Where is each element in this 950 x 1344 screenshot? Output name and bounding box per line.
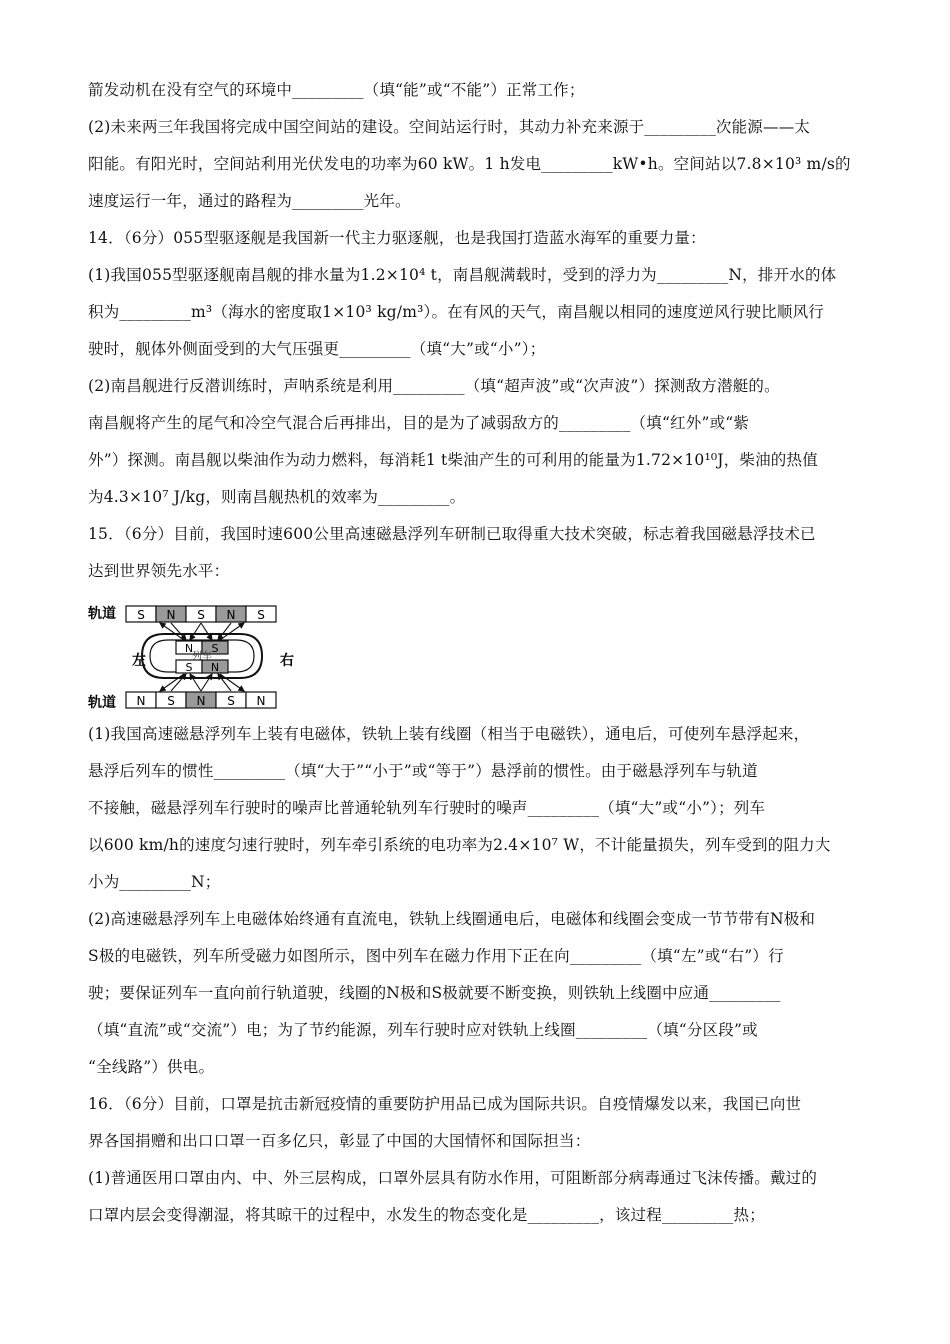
- pole-label: N: [256, 694, 266, 708]
- bottom-track: [126, 692, 276, 708]
- pole-label: S: [211, 642, 219, 655]
- maglev-diagram: [88, 596, 308, 712]
- train: [142, 634, 262, 678]
- text-line: 界各国捐赠和出口口罩一百多亿只，彰显了中国的大国情怀和国际担当：: [88, 1132, 591, 1150]
- text-line: 口罩内层会变得潮湿，将其晾干的过程中，水发生的物态变化是_________，该过程_________热；: [88, 1206, 765, 1224]
- text-line: 积为_________m³（海水的密度取1×10³ kg/m³）。在有风的天气，南昌舰以相同的速度逆风行驶比顺风行: [88, 303, 824, 321]
- text-line: (1)我国高速磁悬浮列车上装有电磁体，铁轨上装有线圈（相当于电磁铁），通电后，可使列车悬浮起来，: [88, 725, 810, 743]
- text-line: 不接触，磁悬浮列车行驶时的噪声比普通轮轨列车行驶时的噪声_________（填“大”或“小”）；列车: [88, 799, 766, 817]
- maglev-diagram-svg: [88, 596, 308, 712]
- top-track: [126, 606, 276, 622]
- pole-label: S: [185, 661, 193, 674]
- text-line: (2)未来两三年我国将完成中国空间站的建设。空间站运行时，其动力补充来源于_________次能源——太: [88, 118, 811, 136]
- pole-label: S: [257, 608, 265, 622]
- text-line: S极的电磁铁，列车所受磁力如图所示，图中列车在磁力作用下正在向_________（填“左”或“右”）行: [88, 947, 784, 965]
- text-line: 以600 km/h的速度匀速行驶时，列车牵引系统的电功率为2.4×10⁷ W，不计能量损失，列车受到的阻力大: [88, 836, 831, 854]
- text-block-2: [88, 716, 868, 1234]
- text-line: (2)南昌舰进行反潜训练时，声呐系统是利用_________（填“超声波”或“次声波”）探测敌方潜艇的。: [88, 377, 780, 395]
- left-label: 左: [132, 653, 146, 669]
- pole-label: N: [136, 694, 146, 708]
- text-line: 达到世界领先水平：: [88, 562, 230, 580]
- text-line: 外”）探测。南昌舰以柴油作为动力燃料，每消耗1 t柴油产生的可利用的能量为1.72×10¹⁰J，柴油的热值: [88, 451, 818, 469]
- top-track-label: 轨道: [88, 606, 116, 622]
- pole-label: N: [210, 661, 220, 674]
- text-block-1: [88, 72, 868, 590]
- text-line: 驶；要保证列车一直向前行轨道驶，线圈的N极和S极就要不断变换，则铁轨上线圈中应通_________: [88, 984, 781, 1002]
- pole-label: S: [227, 694, 235, 708]
- text-line: “全线路”）供电。: [88, 1058, 215, 1076]
- text-line: 阳能。有阳光时，空间站利用光伏发电的功率为60 kW。1 h发电_________kW•h。空间站以7.8×10³ m/s的: [88, 155, 851, 173]
- pole-label: N: [184, 642, 194, 655]
- text-line: (1)普通医用口罩由内、中、外三层构成，口罩外层具有防水作用，可阻断部分病毒通过飞沫传播。戴过的: [88, 1169, 818, 1187]
- pole-label: S: [167, 694, 175, 708]
- text-line: 驶时，舰体外侧面受到的大气压强更_________（填“大”或“小”）；: [88, 340, 546, 358]
- question-14-title: 14．（6分）055型驱逐舰是我国新一代主力驱逐舰，也是我国打造蓝水海军的重要力量：: [88, 229, 706, 247]
- train-label: 列车: [192, 651, 212, 662]
- question-15-title: 15．（6分）目前，我国时速600公里高速磁悬浮列车研制已取得重大技术突破，标志着我国磁悬浮技术已: [88, 525, 816, 543]
- text-line: 箭发动机在没有空气的环境中_________（填“能”或“不能”）正常工作；: [88, 81, 585, 99]
- question-16-title: 16．（6分）目前，口罩是抗击新冠疫情的重要防护用品已成为国际共识。自疫情爆发以来，我国已向世: [88, 1095, 802, 1113]
- text-line: 速度运行一年，通过的路程为_________光年。: [88, 192, 411, 210]
- text-line: （填“直流”或“交流”）电；为了节约能源，列车行驶时应对铁轨上线圈_________（填“分区段”或: [88, 1021, 758, 1039]
- text-line: 为4.3×10⁷ J/kg，则南昌舰热机的效率为_________。: [88, 488, 466, 506]
- text-line: 小为_________N；: [88, 873, 221, 891]
- text-line: 悬浮后列车的惯性_________（填“大于”“小于”或“等于”）悬浮前的惯性。由于磁悬浮列车与轨道: [88, 762, 758, 780]
- pole-label: N: [166, 608, 176, 622]
- pole-label: N: [196, 694, 206, 708]
- document-page: [88, 72, 868, 1234]
- text-line: (2)高速磁悬浮列车上电磁体始终通有直流电，铁轨上线圈通电后，电磁体和线圈会变成一节节带有N极和: [88, 910, 816, 928]
- pole-label: N: [226, 608, 236, 622]
- text-line: (1)我国055型驱逐舰南昌舰的排水量为1.2×10⁴ t，南昌舰满载时，受到的浮力为_________N，排开水的体: [88, 266, 837, 284]
- pole-label: S: [197, 608, 205, 622]
- pole-label: S: [137, 608, 145, 622]
- bottom-track-label: 轨道: [88, 695, 116, 711]
- right-label: 右: [280, 653, 294, 669]
- text-line: 南昌舰将产生的尾气和冷空气混合后再排出，目的是为了减弱敌方的_________（填“红外”或“紫: [88, 414, 750, 432]
